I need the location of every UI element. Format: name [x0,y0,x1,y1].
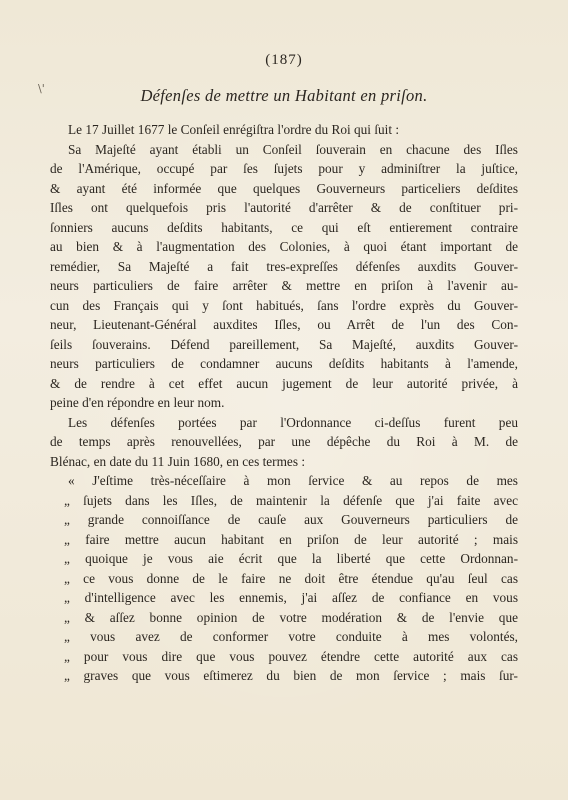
text-line: Le 17 Juillet 1677 le Conſeil enrégiſtra l'ordre du Roi qui ſuit : [68,122,400,137]
quote-line: „ graves que vous eſtimerez du bien de mon ſervice ; mais ſur- [64,668,518,683]
text-line: de temps après renouvellées, par une dépêche du Roi à M. de [50,434,518,449]
text-line: neur, Lieutenant-Général auxdites Iſles, ou Arrêt de l'un des Con- [50,317,518,332]
text-line: cun des Français qui y ſont habitués, ſans l'ordre exprès du Gouver- [50,297,518,313]
text-line: Sa Majeſté ayant établi un Conſeil ſouverain en chacune des Iſles [68,141,518,157]
text-line: au bien & à l'augmentation des Colonies, à quoi étant important de [50,239,518,254]
text-line: remédier, Sa Majeſté a fait tres-expreſſes défenſes auxdits Gouver- [50,258,518,274]
text-line: neurs particuliers de faire arrêter & mettre en priſon à l'avenir au- [50,278,518,293]
quote-line: „ grande connoiſſance de cauſe aux Gouverneurs particuliers de [64,512,518,527]
margin-mark: \' [38,82,45,95]
quote-line: „ faire mettre aucun habitant en priſon de leur autorité ; mais [64,531,518,547]
quote-line: „ quoique je vous aie écrit que la liberté que cette Ordonnan- [64,551,518,566]
quote-line: „ d'intelligence avec les ennemis, j'ai aſſez de confiance en vous [64,590,518,605]
quote-line: „ pour vous dire que vous pouvez étendre cette autorité aux cas [64,648,518,664]
text-line: Les défenſes portées par l'Ordonnance ci-deſſus furent peu [68,414,518,430]
text-line: neurs particuliers de condamner aucuns deſdits habitants à l'amende, [50,356,518,371]
text-line: & de rendre à cet effet aucun jugement de leur autorité privée, à [50,375,518,391]
text-line: ſeils ſouverains. Défend pareillement, Sa Majeſté, auxdits Gouver- [50,336,518,352]
text-line: de l'Amérique, occupé par ſes ſujets pour y adminiſtrer la juſtice, [50,161,518,176]
section-title: Défenſes de mettre un Habitant en priſon. [140,86,428,105]
text-line: Iſles ont quelquefois pris l'autorité d'arrêter & de conſtituer pri- [50,200,518,215]
text-line: Blénac, en date du 11 Juin 1680, en ces termes : [50,453,306,469]
quote-line: „ ſujets dans les Iſles, de maintenir la défenſe que j'ai faite avec [64,492,518,508]
quote-line: „ & aſſez bonne opinion de votre modération & de l'envie que [64,609,518,625]
quote-line: „ ce vous donne de le faire ne doit être étendue qu'au ſeul cas [64,570,518,586]
body-text [50,120,518,686]
text-line: peine d'en répondre en leur nom. [50,395,225,410]
quote-line: „ vous avez de conformer votre conduite à mes volontés, [64,629,518,644]
quote-line: « J'eſtime très-néceſſaire à mon ſervice & au repos de mes [68,473,518,488]
text-line: ſonniers aucuns deſdits habitants, ce qui eſt entierement contraire [50,219,518,235]
text-line: & ayant été informée que quelques Gouverneurs particeliers deſdites [50,180,518,196]
page-number: (187) [265,52,303,68]
